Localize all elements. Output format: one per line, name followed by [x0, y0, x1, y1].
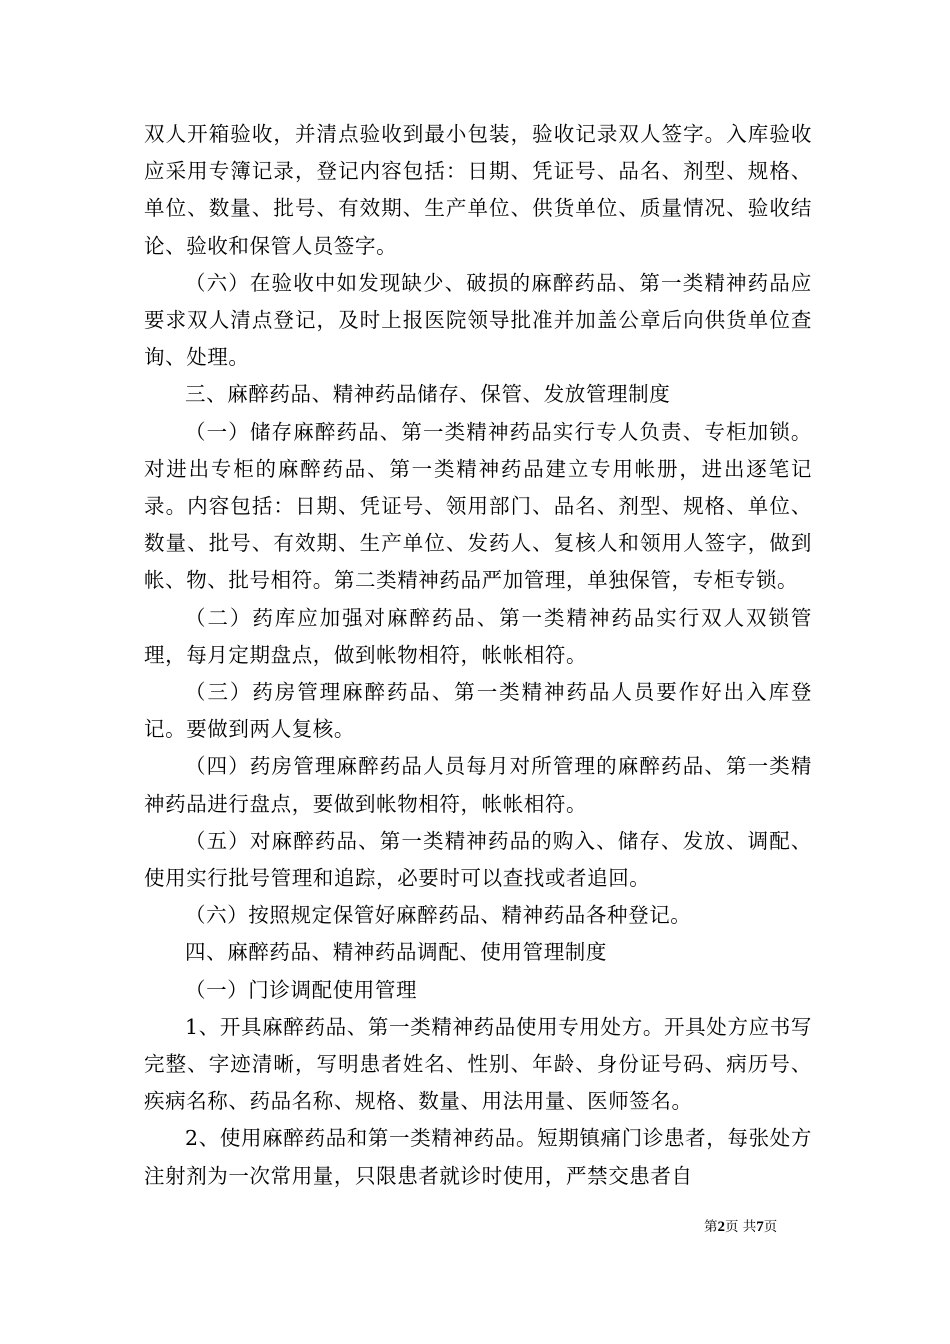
paragraph-continuation: 双人开箱验收，并清点验收到最小包装，验收记录双人签字。入库验收应采用专簿记录，登记内容包括：日期、凭证号、品名、剂型、规格、单位、数量、批号、有效期、生产单位、供货单位、质量情况、验收结论、验收和保管人员签字。: [144, 122, 812, 258]
section-heading: 三、麻醉药品、精神药品储存、保管、发放管理制度: [185, 382, 671, 407]
paragraph: （四）药房管理麻醉药品人员每月对所管理的麻醉药品、第一类精神药品进行盘点，要做到帐物相符，帐帐相符。: [144, 754, 812, 816]
paragraph: （一）储存麻醉药品、第一类精神药品实行专人负责、专柜加锁。对进出专柜的麻醉药品、第一类精神药品建立专用帐册，进出逐笔记录。内容包括：日期、凭证号、领用部门、品名、剂型、规格、单位、数量、批号、有效期、生产单位、发药人、复核人和领用人签字，做到帐、物、批号相符。第二类精神药品严加管理，单独保管，专柜专锁。: [144, 419, 812, 593]
paragraph: （六）按照规定保管好麻醉药品、精神药品各种登记。: [185, 903, 692, 928]
page-number-footer: [704, 1218, 777, 1236]
paragraph: （五）对麻醉药品、第一类精神药品的购入、储存、发放、调配、使用实行批号管理和追踪，必要时可以查找或者追回。: [144, 828, 812, 891]
subsection-heading: （一）门诊调配使用管理: [185, 977, 418, 1002]
footer-prefix: 第: [704, 1219, 718, 1235]
paragraph: （二）药库应加强对麻醉药品、第一类精神药品实行双人双锁管理，每月定期盘点，做到帐物相符，帐帐相符。: [144, 605, 812, 667]
paragraph: （六）在验收中如发现缺少、破损的麻醉药品、第一类精神药品应要求双人清点登记，及时上报医院领导批准并加盖公章后向供货单位查询、处理。: [144, 270, 812, 370]
footer-total-pages: 7: [756, 1219, 764, 1235]
footer-suffix: 页: [763, 1219, 778, 1235]
footer-page-number: 2: [717, 1219, 725, 1235]
paragraph: 1、开具麻醉药品、第一类精神药品使用专用处方。开具处方应书写完整、字迹清晰，写明患者姓名、性别、年龄、身份证号码、病历号、疾病名称、药品名称、规格、数量、用法用量、医师签名。: [144, 1014, 812, 1114]
paragraph: （三）药房管理麻醉药品、第一类精神药品人员要作好出入库登记。要做到两人复核。: [144, 680, 812, 742]
footer-middle: 页 共: [725, 1219, 757, 1235]
section-heading: 四、麻醉药品、精神药品调配、使用管理制度: [185, 940, 607, 965]
paragraph: 2、使用麻醉药品和第一类精神药品。短期镇痛门诊患者，每张处方注射剂为一次常用量，只限患者就诊时使用，严禁交患者自: [144, 1126, 812, 1188]
document-body: [144, 116, 812, 1195]
